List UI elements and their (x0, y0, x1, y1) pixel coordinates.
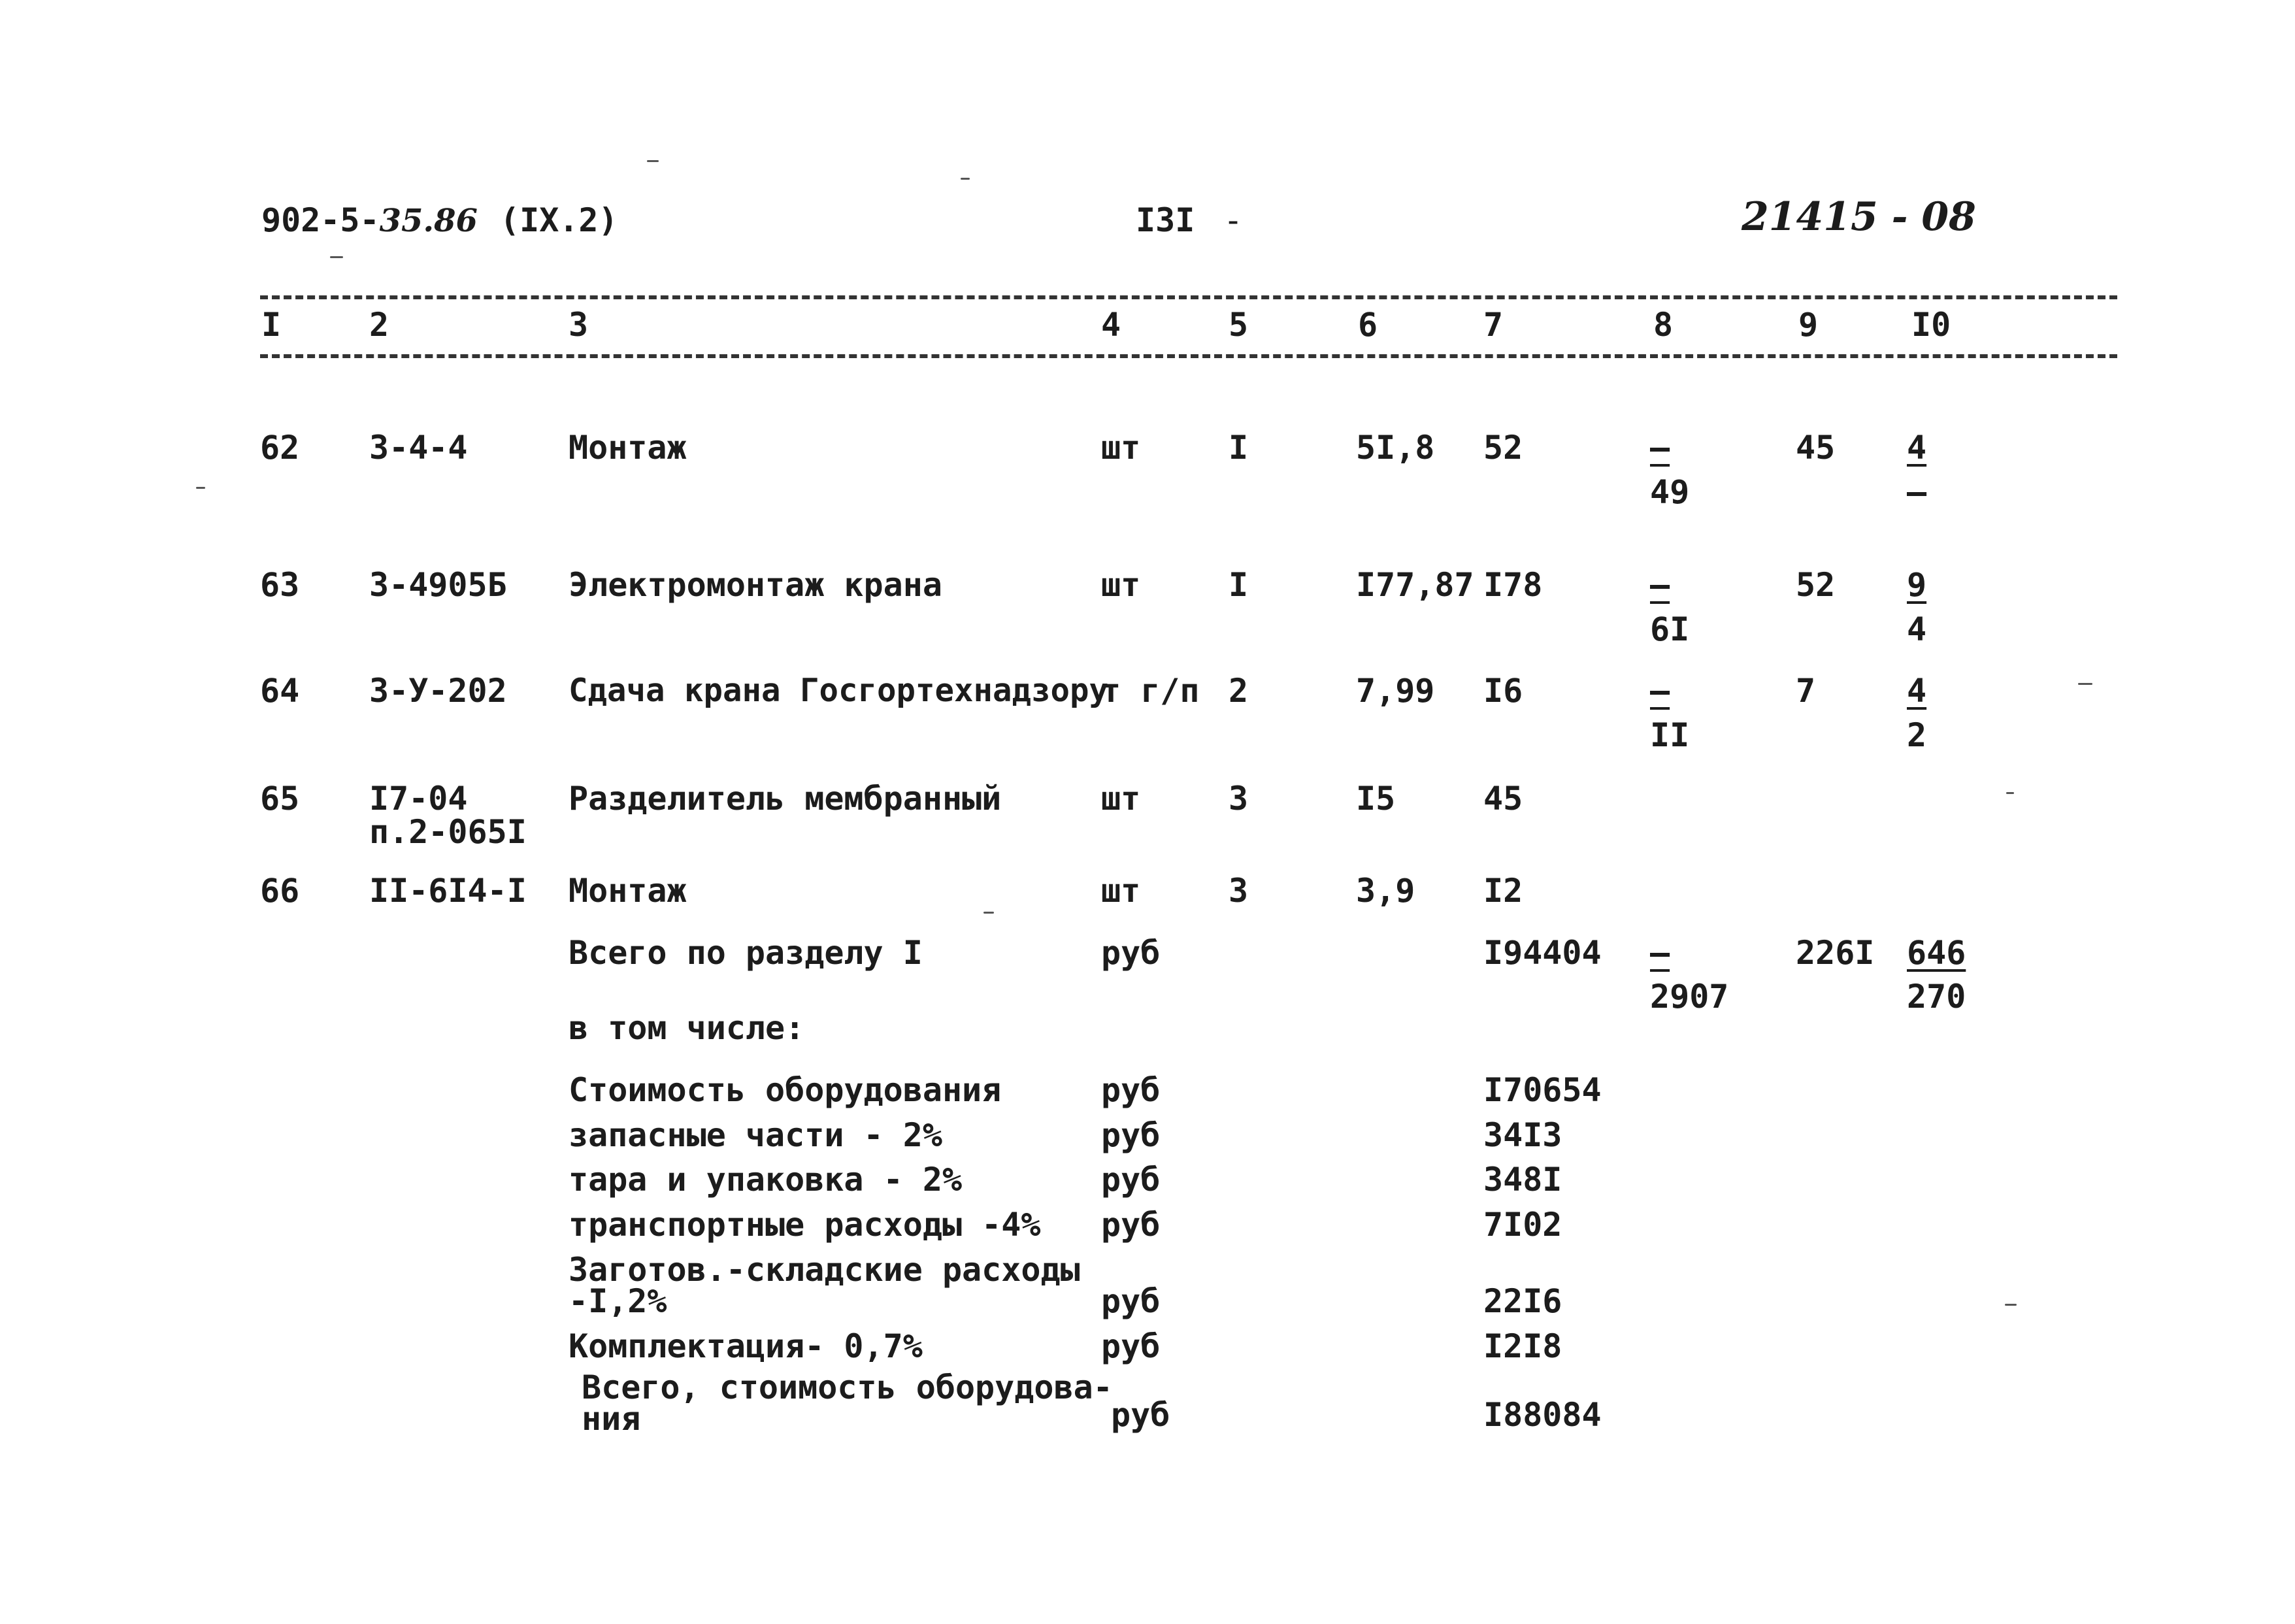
breakdown-label: запасные части - 2% (569, 1116, 942, 1154)
column-number-4: 4 (1101, 306, 1121, 344)
breakdown-label: Заготов.-складские расходы (569, 1251, 1080, 1289)
scan-speck (2078, 683, 2092, 685)
breakdown-label-line2: -I,2% (569, 1282, 667, 1320)
row-number: 65 (260, 780, 300, 818)
section-total-col9: 226I (1796, 934, 1875, 972)
row-name: Монтаж (569, 429, 687, 467)
row-number: 66 (260, 872, 300, 910)
section-total-value: I94404 (1483, 934, 1602, 972)
column-number-2: 2 (369, 306, 389, 344)
row-quantity: 3 (1229, 780, 1249, 818)
breakdown-label: тара и упаковка - 2% (569, 1161, 963, 1199)
row-col9: 45 (1796, 429, 1836, 467)
row-col9: 52 (1796, 566, 1836, 604)
row-unit: шт (1101, 872, 1141, 910)
row-unit-price: I5 (1356, 780, 1396, 818)
column-number-8: 8 (1653, 306, 1674, 344)
grand-total-label: Всего, стоимость оборудова- (582, 1368, 1113, 1406)
breakdown-value: 22I6 (1483, 1282, 1562, 1320)
row-number: 64 (260, 672, 300, 710)
scan-speck (196, 487, 205, 489)
row-col10-top: 4 (1907, 672, 1927, 710)
row-total: I2 (1483, 872, 1523, 910)
row-name: Монтаж (569, 872, 687, 910)
breakdown-unit: руб (1101, 1282, 1161, 1320)
page-number-dash: - (1223, 201, 1244, 239)
row-code: I7-04 (369, 780, 468, 818)
document-code-suffix: (IX.2) (500, 201, 618, 239)
column-number-10: I0 (1911, 306, 1951, 344)
row-unit-price: I77,87 (1356, 566, 1474, 604)
row-unit: шт (1101, 780, 1141, 818)
row-col10-top: 4 (1907, 429, 1927, 467)
breakdown-value: I70654 (1483, 1071, 1602, 1109)
breakdown-unit: руб (1101, 1206, 1161, 1244)
sheet-reference: 21415 - 08 (1742, 194, 1976, 240)
row-number: 62 (260, 429, 300, 467)
header-rule-top (260, 295, 2117, 299)
breakdown-unit: руб (1101, 1161, 1161, 1199)
grand-total-label-line2: ния (582, 1400, 641, 1438)
row-quantity: I (1229, 566, 1249, 604)
document-code (261, 201, 478, 239)
including-label: в том числе: (569, 1009, 805, 1047)
row-code: II-6I4-I (369, 872, 527, 910)
row-name: Разделитель мембранный (569, 780, 1002, 818)
row-unit-price: 7,99 (1356, 672, 1435, 710)
row-code: 3-У-202 (369, 672, 507, 710)
row-code: 3-4905Б (369, 566, 507, 604)
row-col10-bottom: – (1907, 473, 1927, 511)
row-col10-bottom: 4 (1907, 610, 1927, 648)
row-quantity: I (1229, 429, 1249, 467)
breakdown-label: Стоимость оборудования (569, 1071, 1002, 1109)
grand-total-unit: руб (1111, 1396, 1170, 1434)
breakdown-value: 34I3 (1483, 1116, 1562, 1154)
column-number-9: 9 (1798, 306, 1819, 344)
row-col10-top: 9 (1907, 566, 1927, 604)
section-total-col10-bottom: 270 (1907, 978, 1966, 1016)
row-unit: т г/п (1101, 672, 1200, 710)
row-name: Сдача крана Госгортехнадзору (569, 672, 1109, 709)
row-unit-price: 5I,8 (1356, 429, 1435, 467)
row-col8-bottom: 6I (1650, 610, 1690, 648)
breakdown-value: 348I (1483, 1161, 1562, 1199)
row-col9: 7 (1796, 672, 1816, 710)
column-number-1: I (261, 306, 282, 344)
breakdown-value: I2I8 (1483, 1327, 1562, 1365)
row-col8-bottom: II (1650, 716, 1690, 754)
row-code-line2: п.2-065I (369, 813, 527, 851)
column-number-3: 3 (569, 306, 589, 344)
scan-speck (330, 256, 343, 258)
section-total-col8-top: – (1650, 934, 1670, 972)
row-unit-price: 3,9 (1356, 872, 1415, 910)
row-total: I78 (1483, 566, 1543, 604)
document-code-prefix: 902-5- (261, 201, 380, 239)
breakdown-unit: руб (1101, 1327, 1161, 1365)
section-total-label: Всего по разделу I (569, 934, 923, 972)
scan-speck (961, 178, 970, 180)
breakdown-label: Комплектация- 0,7% (569, 1327, 923, 1365)
row-unit: шт (1101, 429, 1141, 467)
row-col8-top: – (1650, 429, 1670, 467)
grand-total-value: I88084 (1483, 1396, 1602, 1434)
scan-speck (2005, 1304, 2017, 1306)
row-col10-bottom: 2 (1907, 716, 1927, 754)
row-total: 45 (1483, 780, 1523, 818)
breakdown-unit: руб (1101, 1116, 1161, 1154)
breakdown-value: 7I02 (1483, 1206, 1562, 1244)
row-quantity: 3 (1229, 872, 1249, 910)
column-number-7: 7 (1483, 306, 1504, 344)
document-code-handwritten: 35.86 (379, 203, 478, 239)
row-code: 3-4-4 (369, 429, 468, 467)
column-number-6: 6 (1358, 306, 1378, 344)
section-total-col10-top: 646 (1907, 934, 1966, 972)
column-number-5: 5 (1229, 306, 1249, 344)
page-number: I3I (1136, 201, 1195, 239)
scan-speck (983, 912, 994, 914)
scan-speck (2006, 792, 2014, 794)
row-total: I6 (1483, 672, 1523, 710)
row-quantity: 2 (1229, 672, 1249, 710)
row-number: 63 (260, 566, 300, 604)
scan-speck (647, 160, 659, 162)
row-name: Электромонтаж крана (569, 566, 942, 604)
row-col8-top: – (1650, 672, 1670, 710)
section-total-col8-bottom: 2907 (1650, 978, 1729, 1016)
row-total: 52 (1483, 429, 1523, 467)
breakdown-unit: руб (1101, 1071, 1161, 1109)
row-unit: шт (1101, 566, 1141, 604)
breakdown-label: транспортные расходы -4% (569, 1206, 1041, 1244)
header-rule-bottom (260, 354, 2117, 358)
row-col8-bottom: 49 (1650, 473, 1690, 511)
section-total-unit: руб (1101, 934, 1161, 972)
row-col8-top: – (1650, 566, 1670, 604)
